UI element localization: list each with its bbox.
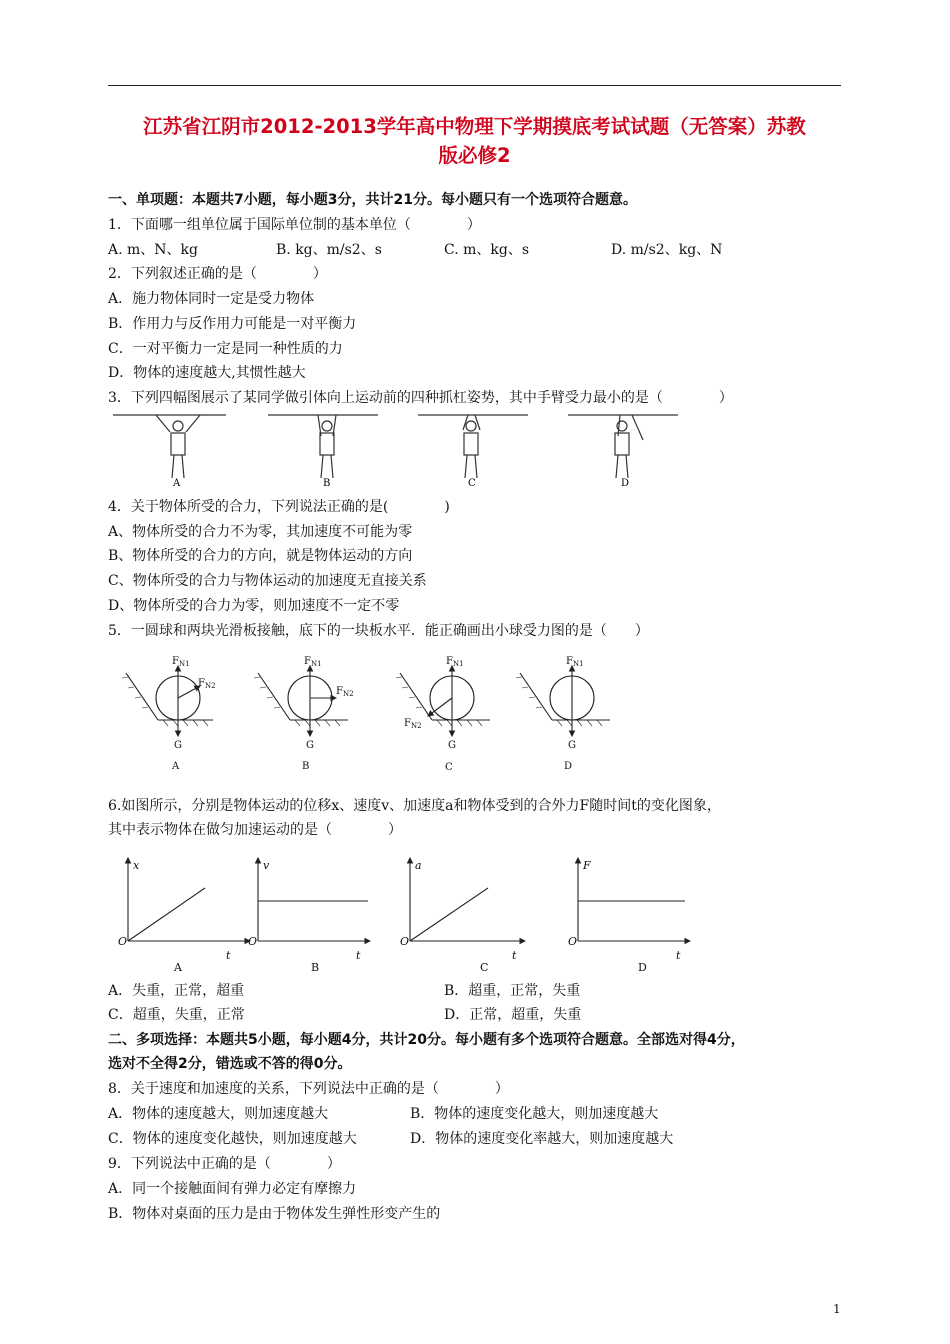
q8-option-c: C．物体的速度变化越快，则加速度越大 xyxy=(108,1131,357,1147)
svg-text:G: G xyxy=(448,740,456,751)
q2-stem: 2．下列叙述正确的是（ ） xyxy=(108,266,327,282)
q4-option-b: B、物体所受的合力的方向，就是物体运动的方向 xyxy=(108,548,413,564)
q6-label-c: C xyxy=(480,961,489,974)
svg-text:O: O xyxy=(400,935,410,948)
svg-text:a: a xyxy=(415,859,422,872)
q1-option-a: A. m、N、kg xyxy=(108,242,198,258)
q4-option-c: C、物体所受的合力与物体运动的加速度无直接关系 xyxy=(108,573,427,589)
svg-text:O: O xyxy=(118,935,128,948)
q3-figure xyxy=(108,408,708,490)
svg-text:G: G xyxy=(568,740,576,751)
q3-label-d: D xyxy=(621,478,630,489)
q4-stem: 4．关于物体所受的合力，下列说法正确的是( ) xyxy=(108,499,450,515)
svg-text:FN1: $F_{N1}$ xyxy=(566,656,584,668)
svg-text:FN1: $F_{N1}$ xyxy=(172,656,190,668)
q6-label-a: A xyxy=(174,961,182,974)
q4-option-a: A、物体所受的合力不为零，其加速度不可能为零 xyxy=(108,524,413,540)
section-2-heading-1: 二、多项选择：本题共5小题，每小题4分，共计20分。每小题有多个选项符合题意。全部选对得4分， xyxy=(108,1032,745,1048)
q3-label-a: A xyxy=(173,478,181,489)
section-2-heading-2: 选对不全得2分，错选或不答的得0分。 xyxy=(108,1056,352,1072)
q3-label-b: B xyxy=(323,478,331,489)
svg-text:FN2: $F_{N2}$ xyxy=(336,686,354,698)
q9-option-b: B．物体对桌面的压力是由于物体发生弹性形变产生的 xyxy=(108,1206,441,1222)
q2-option-b: B．作用力与反作用力可能是一对平衡力 xyxy=(108,316,357,332)
q7-option-b: B．超重，正常，失重 xyxy=(444,983,581,999)
svg-text:O: O xyxy=(248,935,258,948)
q7-option-d: D．正常，超重，失重 xyxy=(444,1007,582,1023)
q9-option-a: A．同一个接触面间有弹力必定有摩擦力 xyxy=(108,1181,357,1197)
svg-text:t: t xyxy=(356,949,361,962)
q6-label-d: D xyxy=(638,961,647,974)
q6-label-b: B xyxy=(311,961,320,974)
q8-option-a: A．物体的速度越大，则加速度越大 xyxy=(108,1106,329,1122)
svg-text:FN1: $F_{N1}$ xyxy=(446,656,464,668)
title-line-2: 版必修2 xyxy=(438,144,511,167)
svg-text:G: G xyxy=(306,740,314,751)
q6-stem-2: 其中表示物体在做匀加速运动的是（ ） xyxy=(108,822,402,838)
q1-option-b: B. kg、m/s2、s xyxy=(276,242,382,258)
svg-text:t: t xyxy=(226,949,231,962)
q6-figure xyxy=(110,853,710,978)
page-number: 1 xyxy=(833,1302,841,1316)
svg-text:O: O xyxy=(568,935,578,948)
q8-option-d: D．物体的速度变化率越大，则加速度越大 xyxy=(410,1131,674,1147)
svg-text:FN2: $F_{N2}$ xyxy=(198,678,216,690)
q5-label-d: D xyxy=(564,761,573,772)
q4-option-d: D、物体所受的合力为零，则加速度不一定不零 xyxy=(108,598,400,614)
q7-option-a: A．失重，正常，超重 xyxy=(108,983,245,999)
svg-text:FN2: $F_{N2}$ xyxy=(404,718,422,730)
q8-option-b: B．物体的速度变化越大，则加速度越大 xyxy=(410,1106,659,1122)
q5-stem: 5．一圆球和两块光滑板接触，底下的一块板水平．能正确画出小球受力图的是（ ） xyxy=(108,623,649,639)
q7-option-c: C．超重，失重，正常 xyxy=(108,1007,245,1023)
q2-option-d: D．物体的速度越大,其惯性越大 xyxy=(108,365,306,381)
q9-stem: 9．下列说法中正确的是（ ） xyxy=(108,1156,341,1172)
svg-text:t: t xyxy=(676,949,681,962)
svg-text:FN1: $F_{N1}$ xyxy=(304,656,322,668)
svg-text:t: t xyxy=(512,949,517,962)
title-line-1: 江苏省江阴市2012-2013学年高中物理下学期摸底考试试题（无答案）苏教 xyxy=(143,115,806,138)
header-rule xyxy=(108,85,841,86)
q1-option-d: D. m/s2、kg、N xyxy=(611,242,723,258)
svg-text:F: F xyxy=(583,859,591,872)
q5-figure xyxy=(108,648,628,776)
svg-text:G: G xyxy=(174,740,182,751)
section-1-heading: 一、单项题：本题共7小题，每小题3分，共计21分。每小题只有一个选项符合题意。 xyxy=(108,192,637,208)
q6-stem-1: 6.如图所示，分别是物体运动的位移x、速度v、加速度a和物体受到的合外力F随时间t的变化图象， xyxy=(108,798,721,814)
svg-text:v: v xyxy=(263,859,270,872)
q1-option-c: C. m、kg、s xyxy=(444,242,530,258)
page-title xyxy=(108,112,841,170)
q5-label-c: C xyxy=(445,762,453,773)
svg-text:x: x xyxy=(133,859,140,872)
q3-label-c: C xyxy=(468,478,476,489)
q5-label-b: B xyxy=(302,761,310,772)
q2-option-a: A．施力物体同时一定是受力物体 xyxy=(108,291,315,307)
q8-stem: 8．关于速度和加速度的关系，下列说法中正确的是（ ） xyxy=(108,1081,509,1097)
q2-option-c: C．一对平衡力一定是同一种性质的力 xyxy=(108,341,343,357)
q5-label-a: A xyxy=(172,761,180,772)
q1-stem: 1．下面哪一组单位属于国际单位制的基本单位（ ） xyxy=(108,217,481,233)
q3-stem: 3．下列四幅图展示了某同学做引体向上运动前的四种抓杠姿势，其中手臂受力最小的是（ ） xyxy=(108,390,733,406)
